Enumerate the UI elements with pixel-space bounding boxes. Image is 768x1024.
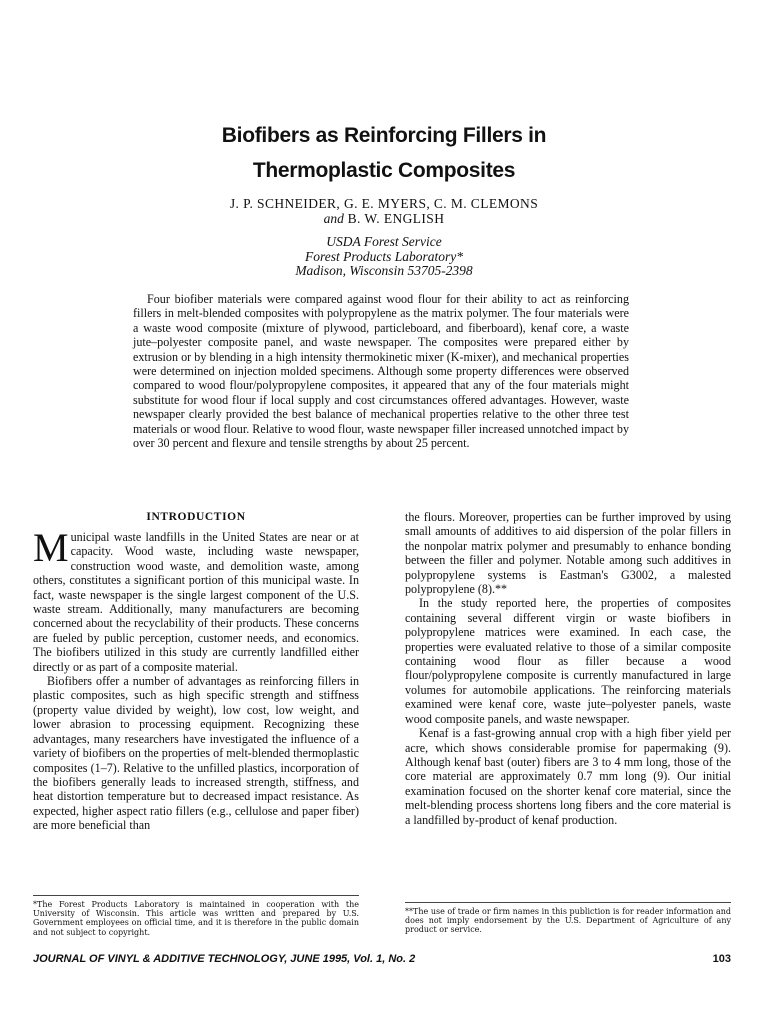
affiliation-line-3: Madison, Wisconsin 53705-2398	[295, 263, 473, 278]
intro-paragraph-4: Kenaf is a fast-growing annual crop with a high fiber yield per acre, which shows considerable promise for papermaking (9). Although kenaf bast (outer) fibers are 3 to 4 mm long, those of the core material are approximately 0.7 mm long (9). Our initial examination focused on the shorter kenaf core material, since the melt-blending process shortens long fibers and the core material is a landfilled by-product of kenaf production.	[405, 726, 731, 827]
footnote-institution	[33, 895, 359, 937]
footnote-institution-text: *The Forest Products Laboratory is maintained in cooperation with the University of Wisconsin. This article was written and prepared by U.S. Government employees on official time, and it is therefore in the public domain and not subject to copyright.	[33, 900, 359, 937]
intro-paragraph-2: Biofibers offer a number of advantages as reinforcing fillers in plastic composites, such as high specific strength and stiffness (property value divided by weight), low cost, low weight, and lower abrasion to processing equipment. Recognizing these advantages, many researchers have investigated the influence of a variety of biofibers on the properties of melt-blended thermoplastic composites (1–7). Relative to the unfilled plastics, incorporation of the biofibers generally leads to increased strength, stiffness, and heat distortion temperature but to decreased impact resistance. As expected, higher aspect ratio fillers (e.g., cellulose and paper fiber) are more beneficial than	[33, 674, 359, 833]
left-column	[33, 508, 359, 833]
intro-paragraph-2-continued: the flours. Moreover, properties can be further improved by using small amounts of additives to aid dispersion of the polar fillers in the nonpolar matrix polymer and presumably to enhance bonding between the filler and polymer. Notable among such additives in polypropylene systems is Eastman's G3002, a malested polypropylene (8).**	[405, 510, 731, 597]
journal-citation: JOURNAL OF VINYL & ADDITIVE TECHNOLOGY, JUNE 1995, Vol. 1, No. 2	[33, 953, 416, 965]
author-list	[0, 196, 768, 226]
authors-last: B. W. ENGLISH	[343, 211, 445, 226]
footnote-trade-names-text: **The use of trade or firm names in this publiction is for reader information and does not imply endorsement by the U.S. Department of Agriculture of any product or service.	[405, 907, 731, 935]
intro-paragraph-3: In the study reported here, the properties of composites containing several different virgin or waste biofibers in polypropylene matrices were examined. In each case, the properties were evaluated relative to those of a similar composite containing wood flour as filler because a wood flour/polypropylene composite is currently manufactured in large volumes for automobile applications. The reinforcing materials examined were kenaf core, waste jute–polyester panels, waste wood composite panels, and waste newspaper.	[405, 596, 731, 726]
authors-and: and	[323, 211, 344, 226]
title-line-2: Thermoplastic Composites	[252, 159, 516, 182]
right-column	[405, 510, 731, 827]
intro-paragraph-1	[33, 525, 359, 674]
intro-paragraph-1-text: unicipal waste landfills in the United States are near or at capacity. Wood waste, including waste newspaper, construction wood waste, and demolition waste, among others, constitutes a significant portion of this municipal waste. In fact, waste newspaper is the single largest component of the U.S. waste stream. Additionally, many manufacturers are becoming concerned about the recyclability of their products. These concerns are fueled by public perception, customer needs, and economics. The biofibers utilized in this study are currently landfilled either directly or as part of a composite material.	[33, 530, 359, 674]
section-heading-introduction: INTRODUCTION	[146, 511, 246, 523]
page-footer	[33, 952, 731, 966]
drop-cap: M	[33, 525, 69, 570]
abstract: Four biofiber materials were compared against wood flour for their ability to act as reinforcing fillers in melt-blended composites with polypropylene as the matrix polymer. The four materials were a waste wood composite (mixture of plywood, particleboard, and fiberboard), kenaf core, a waste jute–polyester composite panel, and waste newspaper. The composites were prepared either by extrusion or by blending in a high intensity thermokinetic mixer (K-mixer), and mechanical properties were determined on injection molded specimens. Although some property differences were observed compared to wood flour/polypropylene composites, it appeared that any of the four materials might substitute for wood flour if local supply and cost circumstances offered advantages. However, waste newspaper clearly provided the best balance of mechanical properties relative to the other three test materials or wood flour. Relative to wood flour, waste newspaper filler increased unnotched impact by over 30 percent and flexure and tensile strengths by about 25 percent.	[133, 292, 629, 451]
authors-line-2	[0, 211, 768, 226]
paper-title	[0, 118, 768, 188]
affiliation	[0, 235, 768, 279]
affiliation-line-1: USDA Forest Service	[326, 234, 442, 249]
affiliation-line-2: Forest Products Laboratory*	[305, 248, 463, 264]
page-number: 103	[712, 953, 731, 965]
title-line-1: Biofibers as Reinforcing Fillers in	[221, 124, 547, 147]
authors-line-1: J. P. SCHNEIDER, G. E. MYERS, C. M. CLEMONS	[229, 196, 539, 211]
footnote-trade-names	[405, 902, 731, 935]
